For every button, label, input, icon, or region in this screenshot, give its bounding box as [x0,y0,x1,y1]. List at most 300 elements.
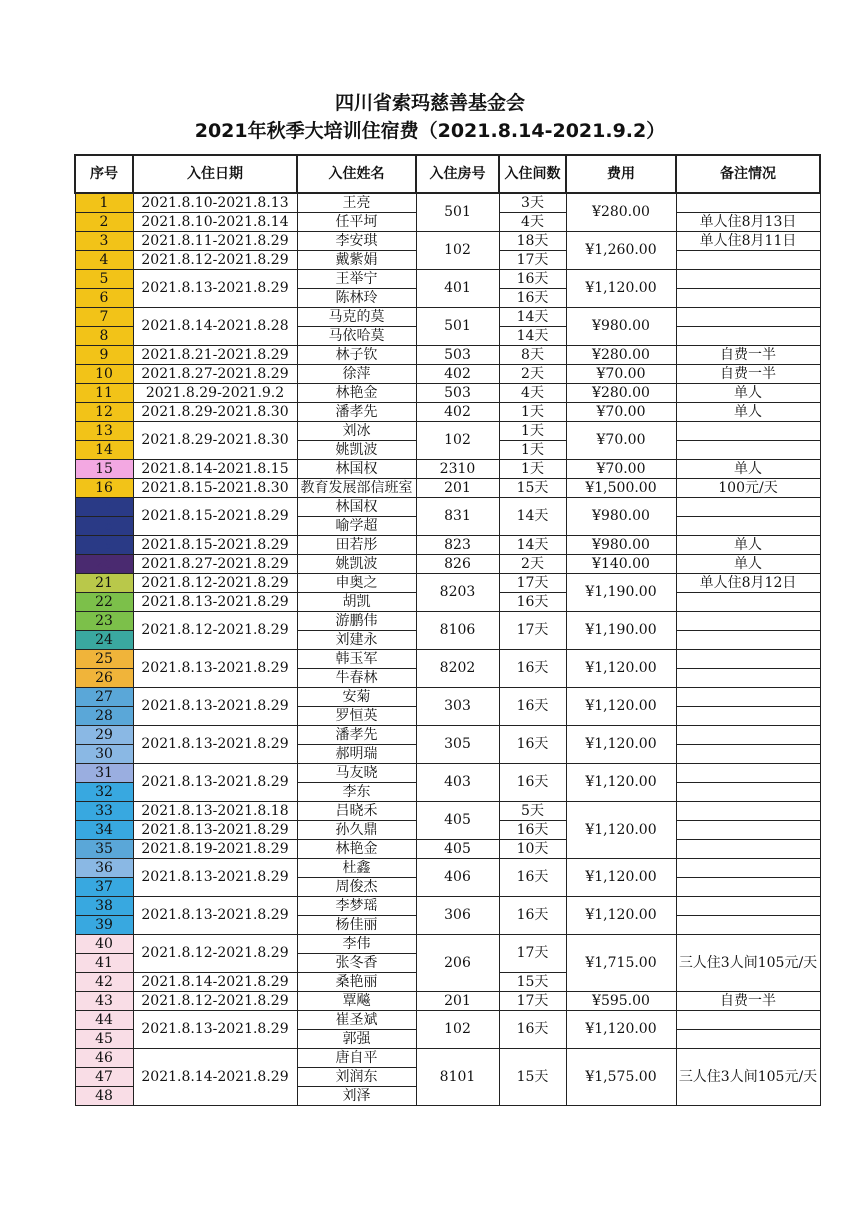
seq-cell: 34 [75,821,133,840]
seq-cell: 41 [75,954,133,973]
fee-cell: ¥1,260.00 [566,232,676,270]
notes-cell [676,517,820,536]
days-cell: 16天 [499,593,566,612]
notes-cell [676,897,820,916]
seq-cell: 28 [75,707,133,726]
date-cell: 2021.8.14-2021.8.28 [133,308,297,346]
days-cell: 14天 [499,327,566,346]
name-cell: 孙久鼎 [297,821,416,840]
notes-cell [676,688,820,707]
notes-cell [676,669,820,688]
table-row [75,612,820,631]
name-cell: 王举宁 [297,270,416,289]
room-cell: 831 [416,498,499,536]
notes-cell [676,593,820,612]
seq-cell: 4 [75,251,133,270]
days-cell: 2天 [499,365,566,384]
notes-cell: 单人住8月11日 [676,232,820,251]
seq-cell: 12 [75,403,133,422]
days-cell: 16天 [499,764,566,802]
seq-cell: 37 [75,878,133,897]
fee-cell: ¥1,190.00 [566,612,676,650]
fee-cell: ¥70.00 [566,422,676,460]
room-cell: 102 [416,422,499,460]
date-cell: 2021.8.13-2021.8.29 [133,650,297,688]
notes-cell [676,650,820,669]
room-cell: 201 [416,992,499,1011]
header-date: 入住日期 [133,155,297,193]
days-cell: 1天 [499,441,566,460]
date-cell: 2021.8.21-2021.8.29 [133,346,297,365]
name-cell: 唐自平 [297,1049,416,1068]
days-cell: 3天 [499,193,566,213]
days-cell: 1天 [499,403,566,422]
name-cell: 安菊 [297,688,416,707]
date-cell: 2021.8.13-2021.8.29 [133,688,297,726]
seq-cell: 11 [75,384,133,403]
name-cell: 胡凯 [297,593,416,612]
table-row [75,308,820,327]
days-cell: 17天 [499,935,566,973]
date-cell: 2021.8.29-2021.8.30 [133,422,297,460]
room-cell: 8202 [416,650,499,688]
fee-cell: ¥980.00 [566,498,676,536]
seq-cell: 38 [75,897,133,916]
fee-cell: ¥1,120.00 [566,764,676,802]
name-cell: 林子钦 [297,346,416,365]
notes-cell: 单人 [676,555,820,574]
seq-cell: 43 [75,992,133,1011]
notes-cell: 100元/天 [676,479,820,498]
fee-cell: ¥70.00 [566,460,676,479]
days-cell: 14天 [499,308,566,327]
days-cell: 4天 [499,384,566,403]
fee-cell: ¥1,190.00 [566,574,676,612]
notes-cell [676,498,820,517]
fee-cell: ¥1,120.00 [566,859,676,897]
days-cell: 16天 [499,821,566,840]
table-row [75,650,820,669]
table-row [75,764,820,783]
date-cell: 2021.8.12-2021.8.29 [133,992,297,1011]
notes-cell [676,193,820,213]
notes-cell: 自费一半 [676,346,820,365]
name-cell: 覃飚 [297,992,416,1011]
table-row [75,232,820,251]
table-row [75,802,820,821]
seq-cell: 27 [75,688,133,707]
seq-cell: 18 [75,517,133,536]
name-cell: 桑艳丽 [297,973,416,992]
room-cell: 405 [416,840,499,859]
seq-cell: 29 [75,726,133,745]
date-cell: 2021.8.13-2021.8.29 [133,1011,297,1049]
header-fee: 费用 [566,155,676,193]
table-row [75,270,820,289]
name-cell: 李东 [297,783,416,802]
seq-cell: 39 [75,916,133,935]
table-row [75,384,820,403]
name-cell: 申奥之 [297,574,416,593]
notes-cell [676,783,820,802]
date-cell: 2021.8.10-2021.8.14 [133,213,297,232]
name-cell: 王亮 [297,193,416,213]
name-cell: 牛春林 [297,669,416,688]
name-cell: 刘泽 [297,1087,416,1106]
seq-cell: 6 [75,289,133,308]
date-cell: 2021.8.15-2021.8.29 [133,498,297,536]
fee-cell: ¥280.00 [566,384,676,403]
seq-cell: 10 [75,365,133,384]
notes-cell [676,612,820,631]
notes-cell [676,1030,820,1049]
seq-cell: 31 [75,764,133,783]
notes-cell: 三人住3人间105元/天 [676,935,820,992]
fee-cell: ¥595.00 [566,992,676,1011]
table-header-row [75,155,820,193]
days-cell: 1天 [499,422,566,441]
seq-cell: 8 [75,327,133,346]
days-cell: 16天 [499,859,566,897]
date-cell: 2021.8.12-2021.8.29 [133,574,297,593]
name-cell: 田若彤 [297,536,416,555]
room-cell: 503 [416,346,499,365]
room-cell: 102 [416,232,499,270]
notes-cell: 自费一半 [676,365,820,384]
name-cell: 潘孝先 [297,403,416,422]
seq-cell: 17 [75,498,133,517]
seq-cell: 32 [75,783,133,802]
table-row [75,1049,820,1068]
days-cell: 17天 [499,992,566,1011]
table-row [75,498,820,517]
fee-cell: ¥70.00 [566,365,676,384]
fee-cell: ¥70.00 [566,403,676,422]
header-days: 入住间数 [499,155,566,193]
table-row [75,840,820,859]
name-cell: 林国权 [297,460,416,479]
name-cell: 潘孝先 [297,726,416,745]
seq-cell: 35 [75,840,133,859]
notes-cell [676,1011,820,1030]
seq-cell: 46 [75,1049,133,1068]
fee-cell: ¥280.00 [566,193,676,232]
name-cell: 罗恒英 [297,707,416,726]
name-cell: 杜鑫 [297,859,416,878]
seq-cell: 7 [75,308,133,327]
seq-cell: 25 [75,650,133,669]
seq-cell: 13 [75,422,133,441]
days-cell: 10天 [499,840,566,859]
room-cell: 823 [416,536,499,555]
seq-cell: 47 [75,1068,133,1087]
notes-cell: 自费一半 [676,992,820,1011]
notes-cell [676,707,820,726]
room-cell: 8101 [416,1049,499,1106]
name-cell: 李安琪 [297,232,416,251]
days-cell: 15天 [499,479,566,498]
room-cell: 8106 [416,612,499,650]
table-row [75,688,820,707]
name-cell: 郝明瑞 [297,745,416,764]
seq-cell: 5 [75,270,133,289]
table-row [75,403,820,422]
days-cell: 1天 [499,460,566,479]
seq-cell: 2 [75,213,133,232]
seq-cell: 21 [75,574,133,593]
days-cell: 16天 [499,688,566,726]
notes-cell [676,745,820,764]
days-cell: 16天 [499,270,566,289]
fee-cell: ¥1,120.00 [566,897,676,935]
date-cell: 2021.8.29-2021.8.30 [133,403,297,422]
fee-cell: ¥280.00 [566,346,676,365]
table-row [75,365,820,384]
room-cell: 305 [416,726,499,764]
date-cell: 2021.8.12-2021.8.29 [133,251,297,270]
notes-cell [676,251,820,270]
seq-cell: 19 [75,536,133,555]
room-cell: 402 [416,365,499,384]
fee-cell: ¥1,715.00 [566,935,676,992]
room-cell: 406 [416,859,499,897]
date-cell: 2021.8.19-2021.8.29 [133,840,297,859]
fee-cell: ¥1,120.00 [566,726,676,764]
date-cell: 2021.8.15-2021.8.29 [133,536,297,555]
days-cell: 17天 [499,574,566,593]
fee-cell: ¥980.00 [566,536,676,555]
date-cell: 2021.8.13-2021.8.29 [133,859,297,897]
name-cell: 姚凯波 [297,555,416,574]
date-cell: 2021.8.27-2021.8.29 [133,555,297,574]
name-cell: 马克的莫 [297,308,416,327]
seq-cell: 44 [75,1011,133,1030]
seq-cell: 33 [75,802,133,821]
document-subtitle: 2021年秋季大培训住宿费（2021.8.14-2021.9.2） [194,120,666,142]
seq-cell: 30 [75,745,133,764]
name-cell: 陈林玲 [297,289,416,308]
seq-cell: 15 [75,460,133,479]
name-cell: 喻学超 [297,517,416,536]
days-cell: 16天 [499,897,566,935]
name-cell: 林艳金 [297,384,416,403]
name-cell: 马友晓 [297,764,416,783]
date-cell: 2021.8.10-2021.8.13 [133,193,297,213]
name-cell: 刘润东 [297,1068,416,1087]
fee-cell: ¥1,500.00 [566,479,676,498]
days-cell: 2天 [499,555,566,574]
seq-cell: 24 [75,631,133,650]
notes-cell [676,327,820,346]
days-cell: 18天 [499,232,566,251]
seq-cell: 9 [75,346,133,365]
room-cell: 826 [416,555,499,574]
notes-cell: 单人 [676,460,820,479]
days-cell: 16天 [499,726,566,764]
days-cell: 4天 [499,213,566,232]
notes-cell [676,422,820,441]
seq-cell: 36 [75,859,133,878]
name-cell: 郭强 [297,1030,416,1049]
room-cell: 8203 [416,574,499,612]
notes-cell: 单人住8月13日 [676,213,820,232]
notes-cell: 单人 [676,403,820,422]
name-cell: 刘建永 [297,631,416,650]
days-cell: 17天 [499,251,566,270]
table-row [75,536,820,555]
seq-cell: 20 [75,555,133,574]
days-cell: 14天 [499,536,566,555]
room-cell: 206 [416,935,499,992]
header-room: 入住房号 [416,155,499,193]
fee-cell: ¥980.00 [566,308,676,346]
name-cell: 张冬香 [297,954,416,973]
header-name: 入住姓名 [297,155,416,193]
table-row [75,555,820,574]
notes-cell: 三人住3人间105元/天 [676,1049,820,1106]
table-row [75,460,820,479]
name-cell: 崔圣斌 [297,1011,416,1030]
seq-cell: 3 [75,232,133,251]
lodging-fee-table [74,154,821,1106]
notes-cell: 单人 [676,384,820,403]
room-cell: 503 [416,384,499,403]
room-cell: 501 [416,308,499,346]
notes-cell [676,764,820,783]
name-cell: 李伟 [297,935,416,954]
date-cell: 2021.8.27-2021.8.29 [133,365,297,384]
notes-cell [676,878,820,897]
date-cell: 2021.8.11-2021.8.29 [133,232,297,251]
fee-cell: ¥1,120.00 [566,1011,676,1049]
days-cell: 15天 [499,973,566,992]
date-cell: 2021.8.12-2021.8.29 [133,612,297,650]
document-title: 四川省索玛慈善基金会 [334,92,525,114]
date-cell: 2021.8.13-2021.8.29 [133,270,297,308]
room-cell: 306 [416,897,499,935]
days-cell: 16天 [499,1011,566,1049]
name-cell: 马依哈莫 [297,327,416,346]
seq-cell: 1 [75,193,133,213]
name-cell: 林艳金 [297,840,416,859]
room-cell: 303 [416,688,499,726]
table-row [75,193,820,213]
notes-cell [676,840,820,859]
name-cell: 杨佳丽 [297,916,416,935]
header-notes: 备注情况 [676,155,820,193]
days-cell: 5天 [499,802,566,821]
notes-cell: 单人住8月12日 [676,574,820,593]
days-cell: 14天 [499,498,566,536]
name-cell: 李梦瑶 [297,897,416,916]
name-cell: 韩玉军 [297,650,416,669]
table-row [75,859,820,878]
table-row [75,574,820,593]
table-row [75,897,820,916]
date-cell: 2021.8.14-2021.8.29 [133,1049,297,1106]
days-cell: 8天 [499,346,566,365]
fee-cell: ¥140.00 [566,555,676,574]
fee-cell: ¥1,575.00 [566,1049,676,1106]
date-cell: 2021.8.12-2021.8.29 [133,935,297,973]
name-cell: 游鹏伟 [297,612,416,631]
name-cell: 林国权 [297,498,416,517]
days-cell: 16天 [499,289,566,308]
notes-cell [676,270,820,289]
room-cell: 2310 [416,460,499,479]
table-row [75,346,820,365]
room-cell: 405 [416,802,499,840]
name-cell: 吕晓禾 [297,802,416,821]
table-row [75,422,820,441]
notes-cell [676,308,820,327]
room-cell: 102 [416,1011,499,1049]
seq-cell: 45 [75,1030,133,1049]
notes-cell [676,631,820,650]
days-cell: 16天 [499,650,566,688]
name-cell: 戴紫娟 [297,251,416,270]
seq-cell: 48 [75,1087,133,1106]
notes-cell [676,289,820,308]
table-row [75,992,820,1011]
name-cell: 徐萍 [297,365,416,384]
table-row [75,935,820,954]
notes-cell [676,726,820,745]
seq-cell: 40 [75,935,133,954]
date-cell: 2021.8.13-2021.8.29 [133,897,297,935]
notes-cell [676,916,820,935]
name-cell: 姚凯波 [297,441,416,460]
room-cell: 402 [416,403,499,422]
days-cell: 15天 [499,1049,566,1106]
date-cell: 2021.8.13-2021.8.18 [133,802,297,821]
seq-cell: 23 [75,612,133,631]
seq-cell: 26 [75,669,133,688]
room-cell: 501 [416,193,499,232]
room-cell: 401 [416,270,499,308]
seq-cell: 22 [75,593,133,612]
date-cell: 2021.8.13-2021.8.29 [133,764,297,802]
notes-cell [676,441,820,460]
notes-cell [676,802,820,821]
name-cell: 任平坷 [297,213,416,232]
table-row [75,726,820,745]
header-seq: 序号 [75,155,133,193]
name-cell: 教育发展部信班室 [297,479,416,498]
fee-cell: ¥1,120.00 [566,270,676,308]
fee-cell: ¥1,120.00 [566,688,676,726]
date-cell: 2021.8.14-2021.8.29 [133,973,297,992]
date-cell: 2021.8.14-2021.8.15 [133,460,297,479]
room-cell: 403 [416,764,499,802]
room-cell: 201 [416,479,499,498]
seq-cell: 14 [75,441,133,460]
notes-cell [676,821,820,840]
date-cell: 2021.8.13-2021.8.29 [133,726,297,764]
notes-cell [676,859,820,878]
seq-cell: 16 [75,479,133,498]
date-cell: 2021.8.13-2021.8.29 [133,821,297,840]
name-cell: 周俊杰 [297,878,416,897]
date-cell: 2021.8.15-2021.8.30 [133,479,297,498]
fee-cell: ¥1,120.00 [566,802,676,859]
table-row [75,479,820,498]
days-cell: 17天 [499,612,566,650]
date-cell: 2021.8.29-2021.9.2 [133,384,297,403]
fee-cell: ¥1,120.00 [566,650,676,688]
notes-cell: 单人 [676,536,820,555]
seq-cell: 42 [75,973,133,992]
